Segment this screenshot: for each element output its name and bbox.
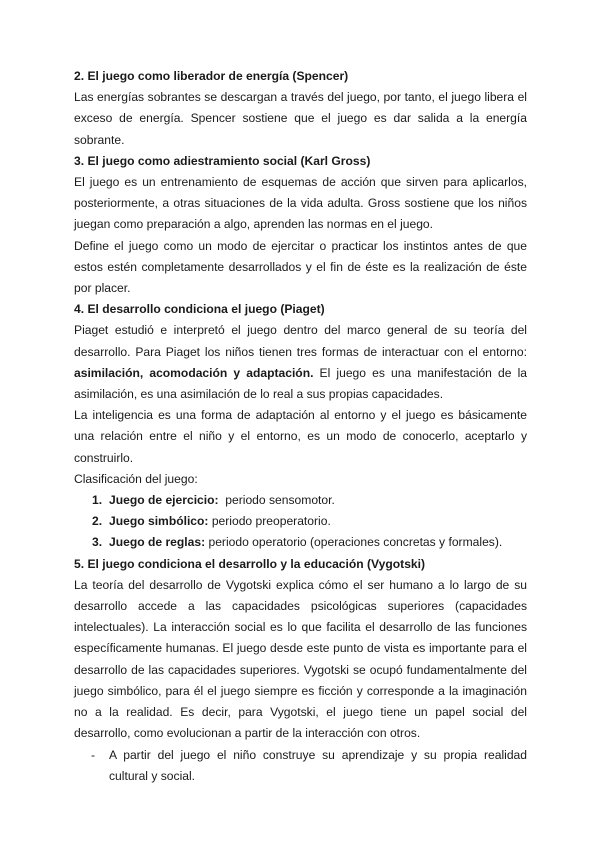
list-number: 3. (92, 535, 103, 550)
paragraph-text: El juego es una manifestación de la asimilación, es una asimilación de lo real a sus propias capacidades. (74, 365, 527, 402)
dash-marker: - (91, 747, 96, 762)
list-item (74, 490, 527, 511)
list-item-label: Juego de reglas: (109, 535, 206, 550)
paragraph-text: Piaget estudió e interpretó el juego dentro del marco general de su teoría del desarrollo. Para Piaget los niños tienen tres formas de interactuar con el entorno: (74, 323, 527, 359)
paragraph: La inteligencia es una forma de adaptación al entorno y el juego es básicamente una relación entre el niño y el entorno, es un modo de conocerlo, aceptarlo y construirlo. (74, 408, 527, 465)
paragraph (74, 320, 527, 405)
bullet-item (74, 745, 527, 787)
section-heading-vygotski: 5. El juego condiciona el desarrollo y la educación (Vygotski) (74, 556, 426, 571)
bullet-text: A partir del juego el niño construye su aprendizaje y su propia realidad cultural y social. (109, 747, 527, 783)
list-item-label: Juego simbólico: (109, 514, 209, 529)
list-item-label: Juego de ejercicio: (109, 493, 219, 508)
list-item (74, 532, 527, 553)
list-number: 2. (92, 514, 103, 529)
section-heading-piaget: 4. El desarrollo condiciona el juego (Piaget) (74, 302, 325, 317)
paragraph: La teoría del desarrollo de Vygotski explica cómo el ser humano a lo largo de su desarrollo accede a las capacidades psicológicas superiores (capacidades intelectuales). La interacción social es lo que facilita el desarrollo de las funciones específicamente humanas. El juego desde este punto de vista es importante para el desarrollo de las capacidades superiores. Vygotski se ocupó fundamentalmente del juego simbólico, para él el juego siempre es ficción y corresponde a la imaginación no a la realidad. Es decir, para Vygotski, el juego tiene un papel social del desarrollo, como evolucionan a partir de la interacción con otros. (74, 577, 527, 741)
paragraph: Define el juego como un modo de ejercitar o practicar los instintos antes de que estos estén completamente desarrollados y el fin de éste es la realización de éste por placer. (74, 238, 527, 296)
document-body (74, 66, 527, 787)
list-number: 1. (92, 493, 103, 508)
section-heading-gross: 3. El juego como adiestramiento social (Karl Gross) (74, 153, 371, 168)
paragraph: Las energías sobrantes se descargan a través del juego, por tanto, el juego libera el exceso de energía. Spencer sostiene que el juego es dar salida a la energía sobrante. (74, 90, 527, 147)
paragraph: El juego es un entrenamiento de esquemas de acción que sirven para aplicarlos, posteriormente, a otras situaciones de la vida adulta. Gross sostiene que los niños juegan como preparación a algo, aprenden las normas en el juego. (74, 175, 527, 232)
list-item (74, 511, 527, 532)
list-item-text: periodo sensomotor. (218, 493, 335, 508)
list-intro: Clasificación del juego: (74, 471, 198, 486)
bold-term: asimilación, acomodación y adaptación. (74, 365, 314, 380)
classification-list (74, 490, 527, 554)
list-item-text: periodo operatorio (operaciones concretas y formales). (205, 535, 503, 550)
list-item-text: periodo preoperatorio. (208, 514, 331, 529)
section-heading-spencer: 2. El juego como liberador de energía (Spencer) (74, 69, 349, 83)
